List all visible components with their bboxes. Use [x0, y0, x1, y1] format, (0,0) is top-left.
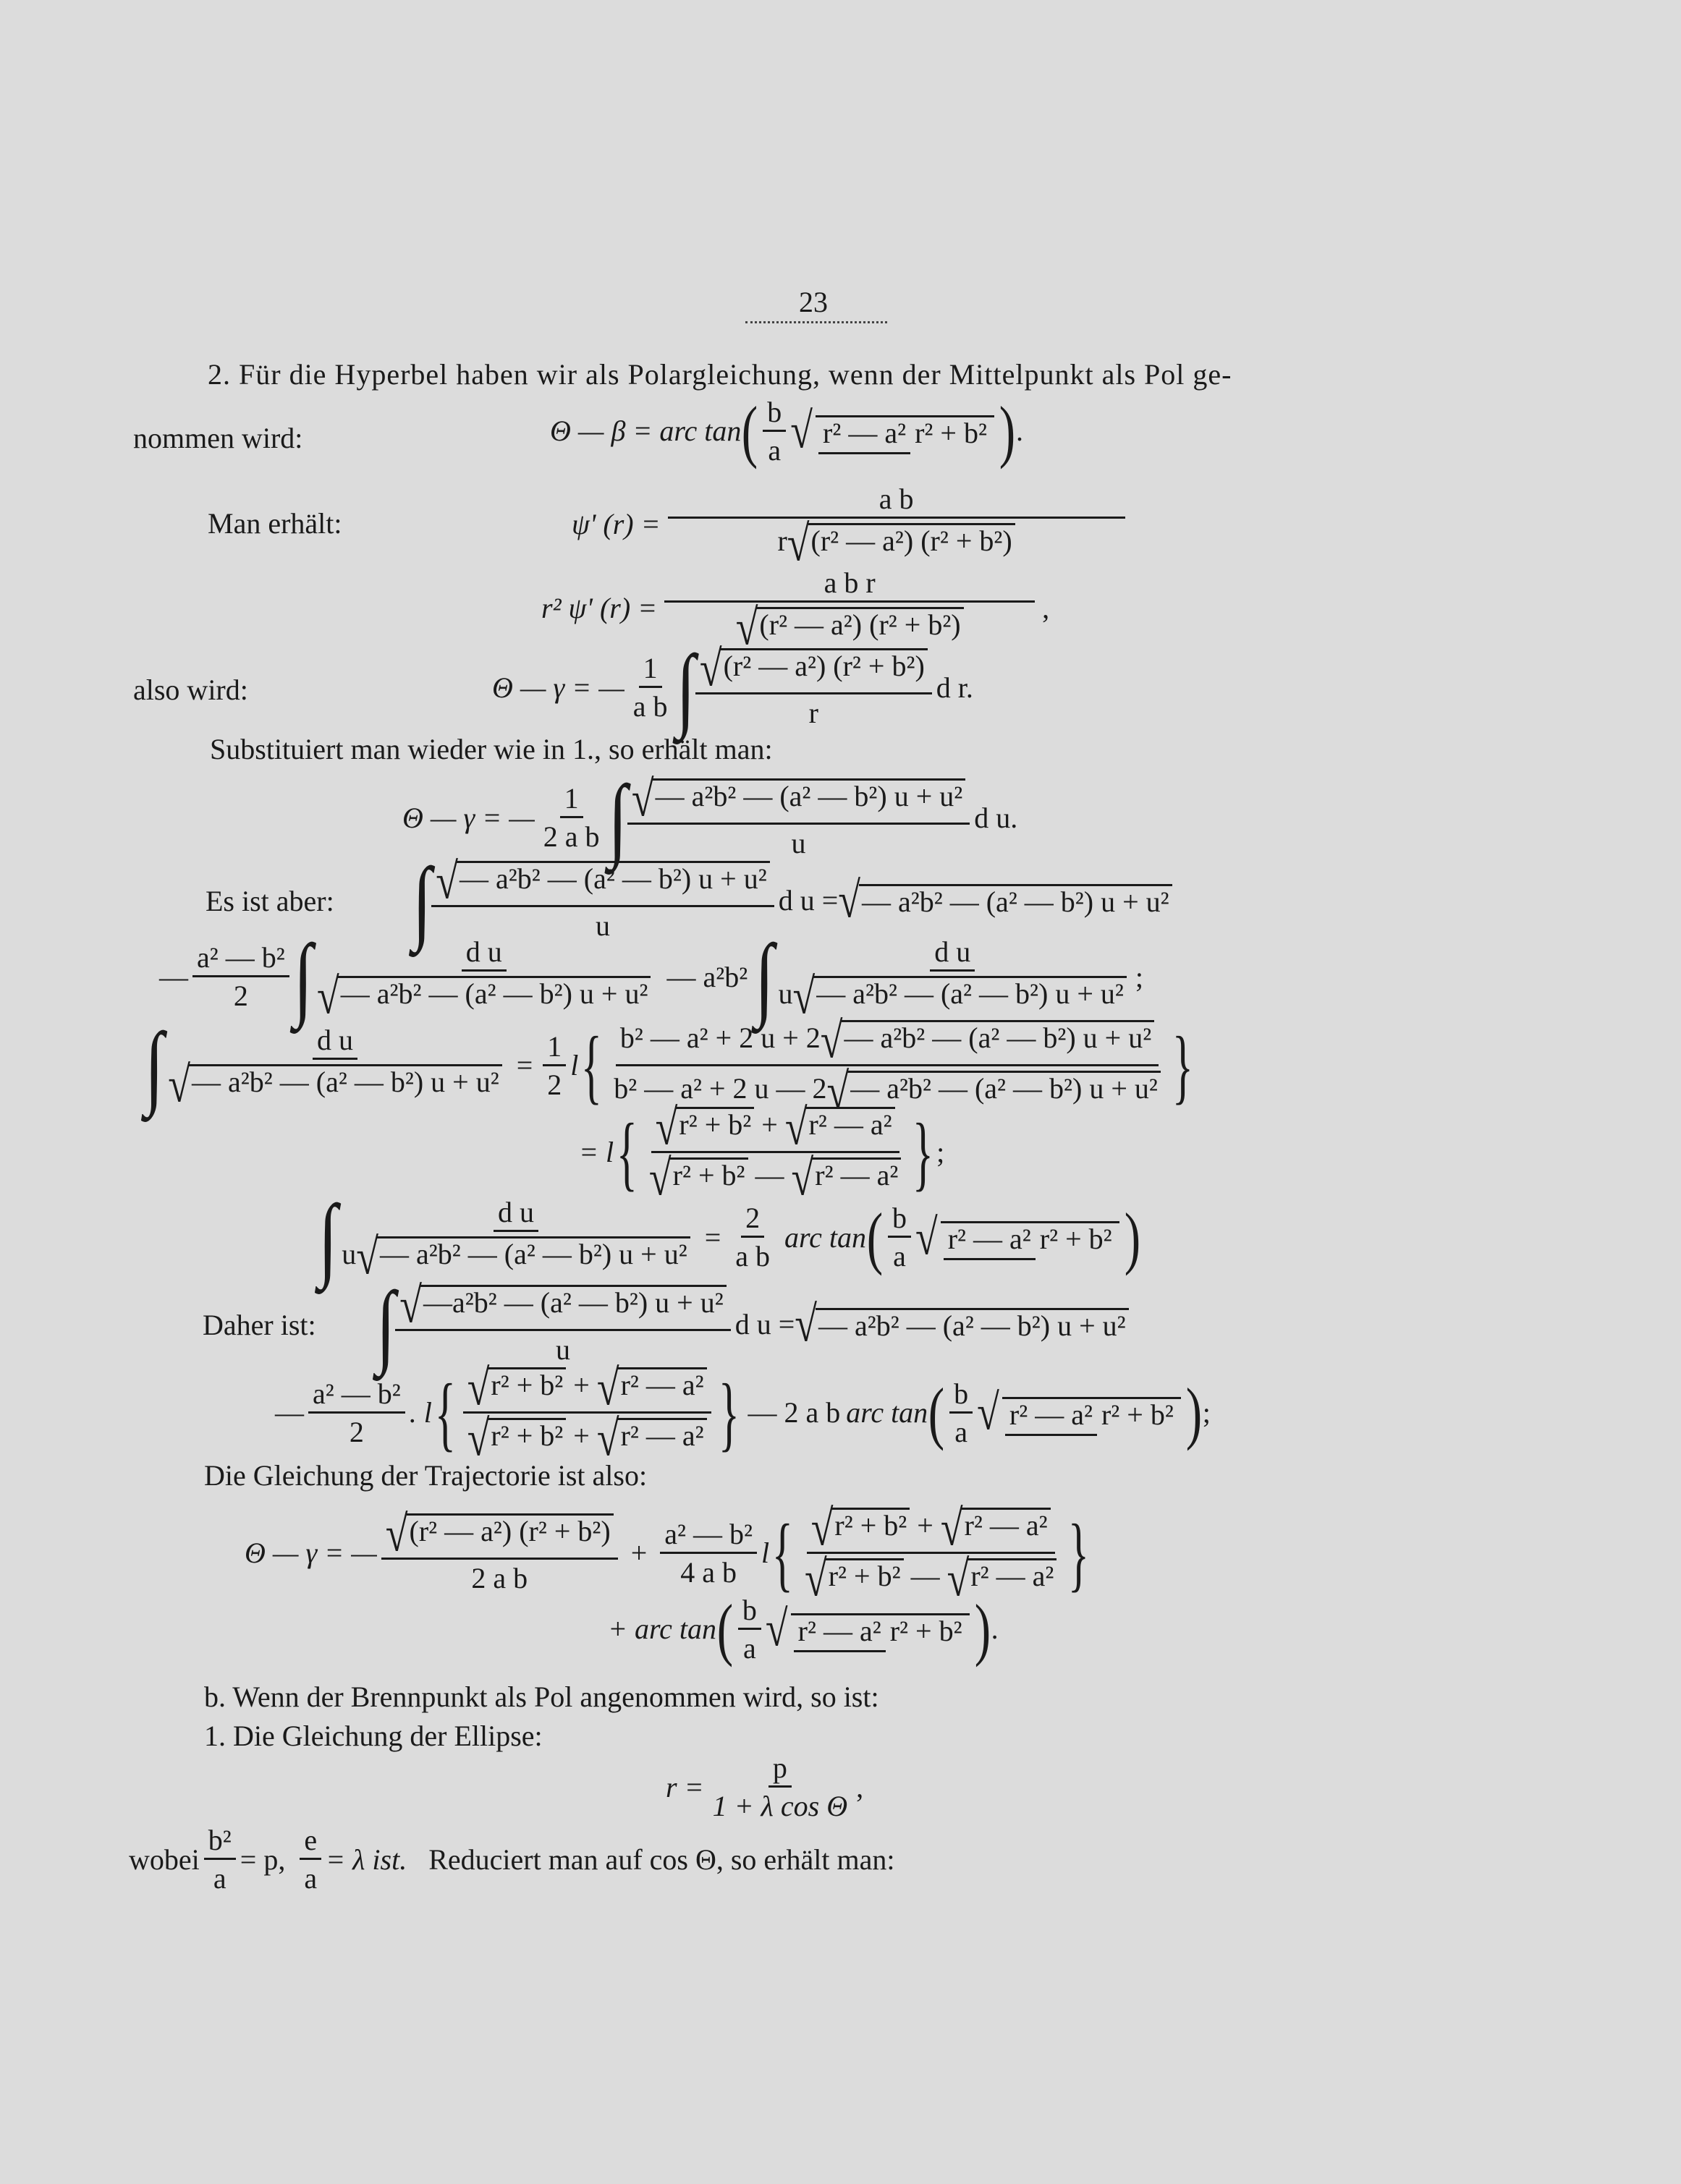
equation-arctan-integral: ∫ $\frac{\text{d u}}{\text{u√— a²b² — (a² — b²) u + u²}}$ = $\frac{2}{\text{a b}}$ arc tan ( $\frac{b}{a}$ √ r² — a² r² + b² )	[318, 1185, 1140, 1290]
intro-line-1: 2. Für die Hyperbel haben wir als Polargleichung, wenn der Mittelpunkt als Pol ge-	[208, 358, 1232, 391]
equation-integral-split: — $\frac{\text{a² — b²}}{2}$ ∫ $\frac{\text{d u}}{\text{√— a²b² — (a² — b²) u + u²}}$ — a²b² ∫ $\frac{\text{d u}}{\text{u√— a²b² — (a² — b²) u + u²}}$ ;	[159, 925, 1144, 1029]
daher-ist-label: Daher ist:	[203, 1309, 316, 1341]
equation-log-result: = l { $\frac{\text{√r² + b² + √r² — a²}}{\text{√r² + b² — √r² — a²}}$ } ;	[579, 1100, 945, 1207]
substitution-line: Substituiert man wieder wie in 1., so erhält man:	[210, 733, 773, 765]
equation-substituted: Θ — γ = — $\frac{1}{\text{2 a b}}$ ∫ $\frac{\text{√— a²b² — (a² — b²) u + u²}}{u}$ d u.	[402, 765, 1018, 870]
equation-log-integral: ∫ $\frac{\text{d u}}{\text{√— a²b² — (a² — b²) u + u²}}$ = $\frac{1}{2}$ l { $\frac{\text{b² — a² + 2 u + 2√— a²b² — (a² — b²) u + u²}}{\text{b² — a² + 2 u — 2√— a²b² — (a² — b²) u + u²}}$ }	[145, 1013, 1193, 1120]
ellipse-heading: 1. Die Gleichung der Ellipse:	[204, 1720, 543, 1752]
also-wird-label: also wird:	[133, 674, 248, 706]
section-b-line: b. Wenn der Brennpunkt als Pol angenommen wird, so ist:	[204, 1681, 879, 1713]
intro-line-2: nommen wird:	[133, 422, 303, 454]
trajectory-line: Die Gleichung der Trajectorie ist also:	[204, 1459, 648, 1492]
equation-integral-identity: ∫ $\frac{\text{√— a²b² — (a² — b²) u + u²}}{u}$ d u = √ — a²b² — (a² — b²) u + u²	[412, 861, 1172, 940]
page-number-underline	[745, 321, 887, 329]
equation-r2-psi: r² ψ' (r) = $\frac{\text{a b r}}{\text{√(r² — a²) (r² + b²)}}$ ,	[541, 566, 1050, 656]
equation-trajectory-arctan: + arc tan ( $\frac{b}{a}$ √ r² — a² r² + b² ) .	[608, 1590, 999, 1667]
wobei-line: wobei $\frac{\text{b²}}{a}$ = p, $\frac{e}{a}$ = λ ist. Reduciert man auf cos Θ, so erhält man:	[129, 1824, 895, 1895]
equation-daher-continued: — $\frac{\text{a² — b²}}{2}$ . l { $\frac{\text{√r² + b² + √r² — a²}}{\text{√r² + b² + √r² — a²}}$ } — 2 a b arc tan ( $\frac{b}{a}$ √ r² — a² r² + b² ) ;	[275, 1360, 1211, 1467]
equation-psi: ψ' (r) = $\frac{\text{a b}}{\text{r√(r² — a²) (r² + b²)}}$	[572, 485, 1132, 564]
equation-ellipse: r = $\frac{p}{\text{1 + λ cos Θ}}$ ,	[666, 1751, 864, 1822]
equation-integral-daher: ∫ $\frac{\text{√—a²b² — (a² — b²) u + u²}}{u}$ d u = √ — a²b² — (a² — b²) u + u²	[376, 1285, 1129, 1364]
equation-polar-hyperbola: Θ — β = arc tan ( $\frac{b}{a}$ √ r² — a² r² + b² ) .	[550, 392, 1023, 469]
man-erhaelt-label: Man erhält:	[208, 507, 342, 540]
es-ist-aber-label: Es ist aber:	[206, 885, 334, 917]
equation-trajectory: Θ — γ = — $\frac{\text{√(r² — a²) (r² + b²)}}{\text{2 a b}}$ + $\frac{\text{a² — b²}}{\text{4 a b}}$ l { $\frac{\text{√r² + b² + √r² — a²}}{\text{√r² + b² — √r² — a²}}$ }	[245, 1500, 1090, 1607]
page-number: 23	[799, 286, 828, 318]
equation-theta-gamma-integral: Θ — γ = — $\frac{1}{\text{a b}}$ ∫ $\frac{\text{√(r² — a²) (r² + b²)}}{r}$ d r.	[492, 635, 973, 740]
